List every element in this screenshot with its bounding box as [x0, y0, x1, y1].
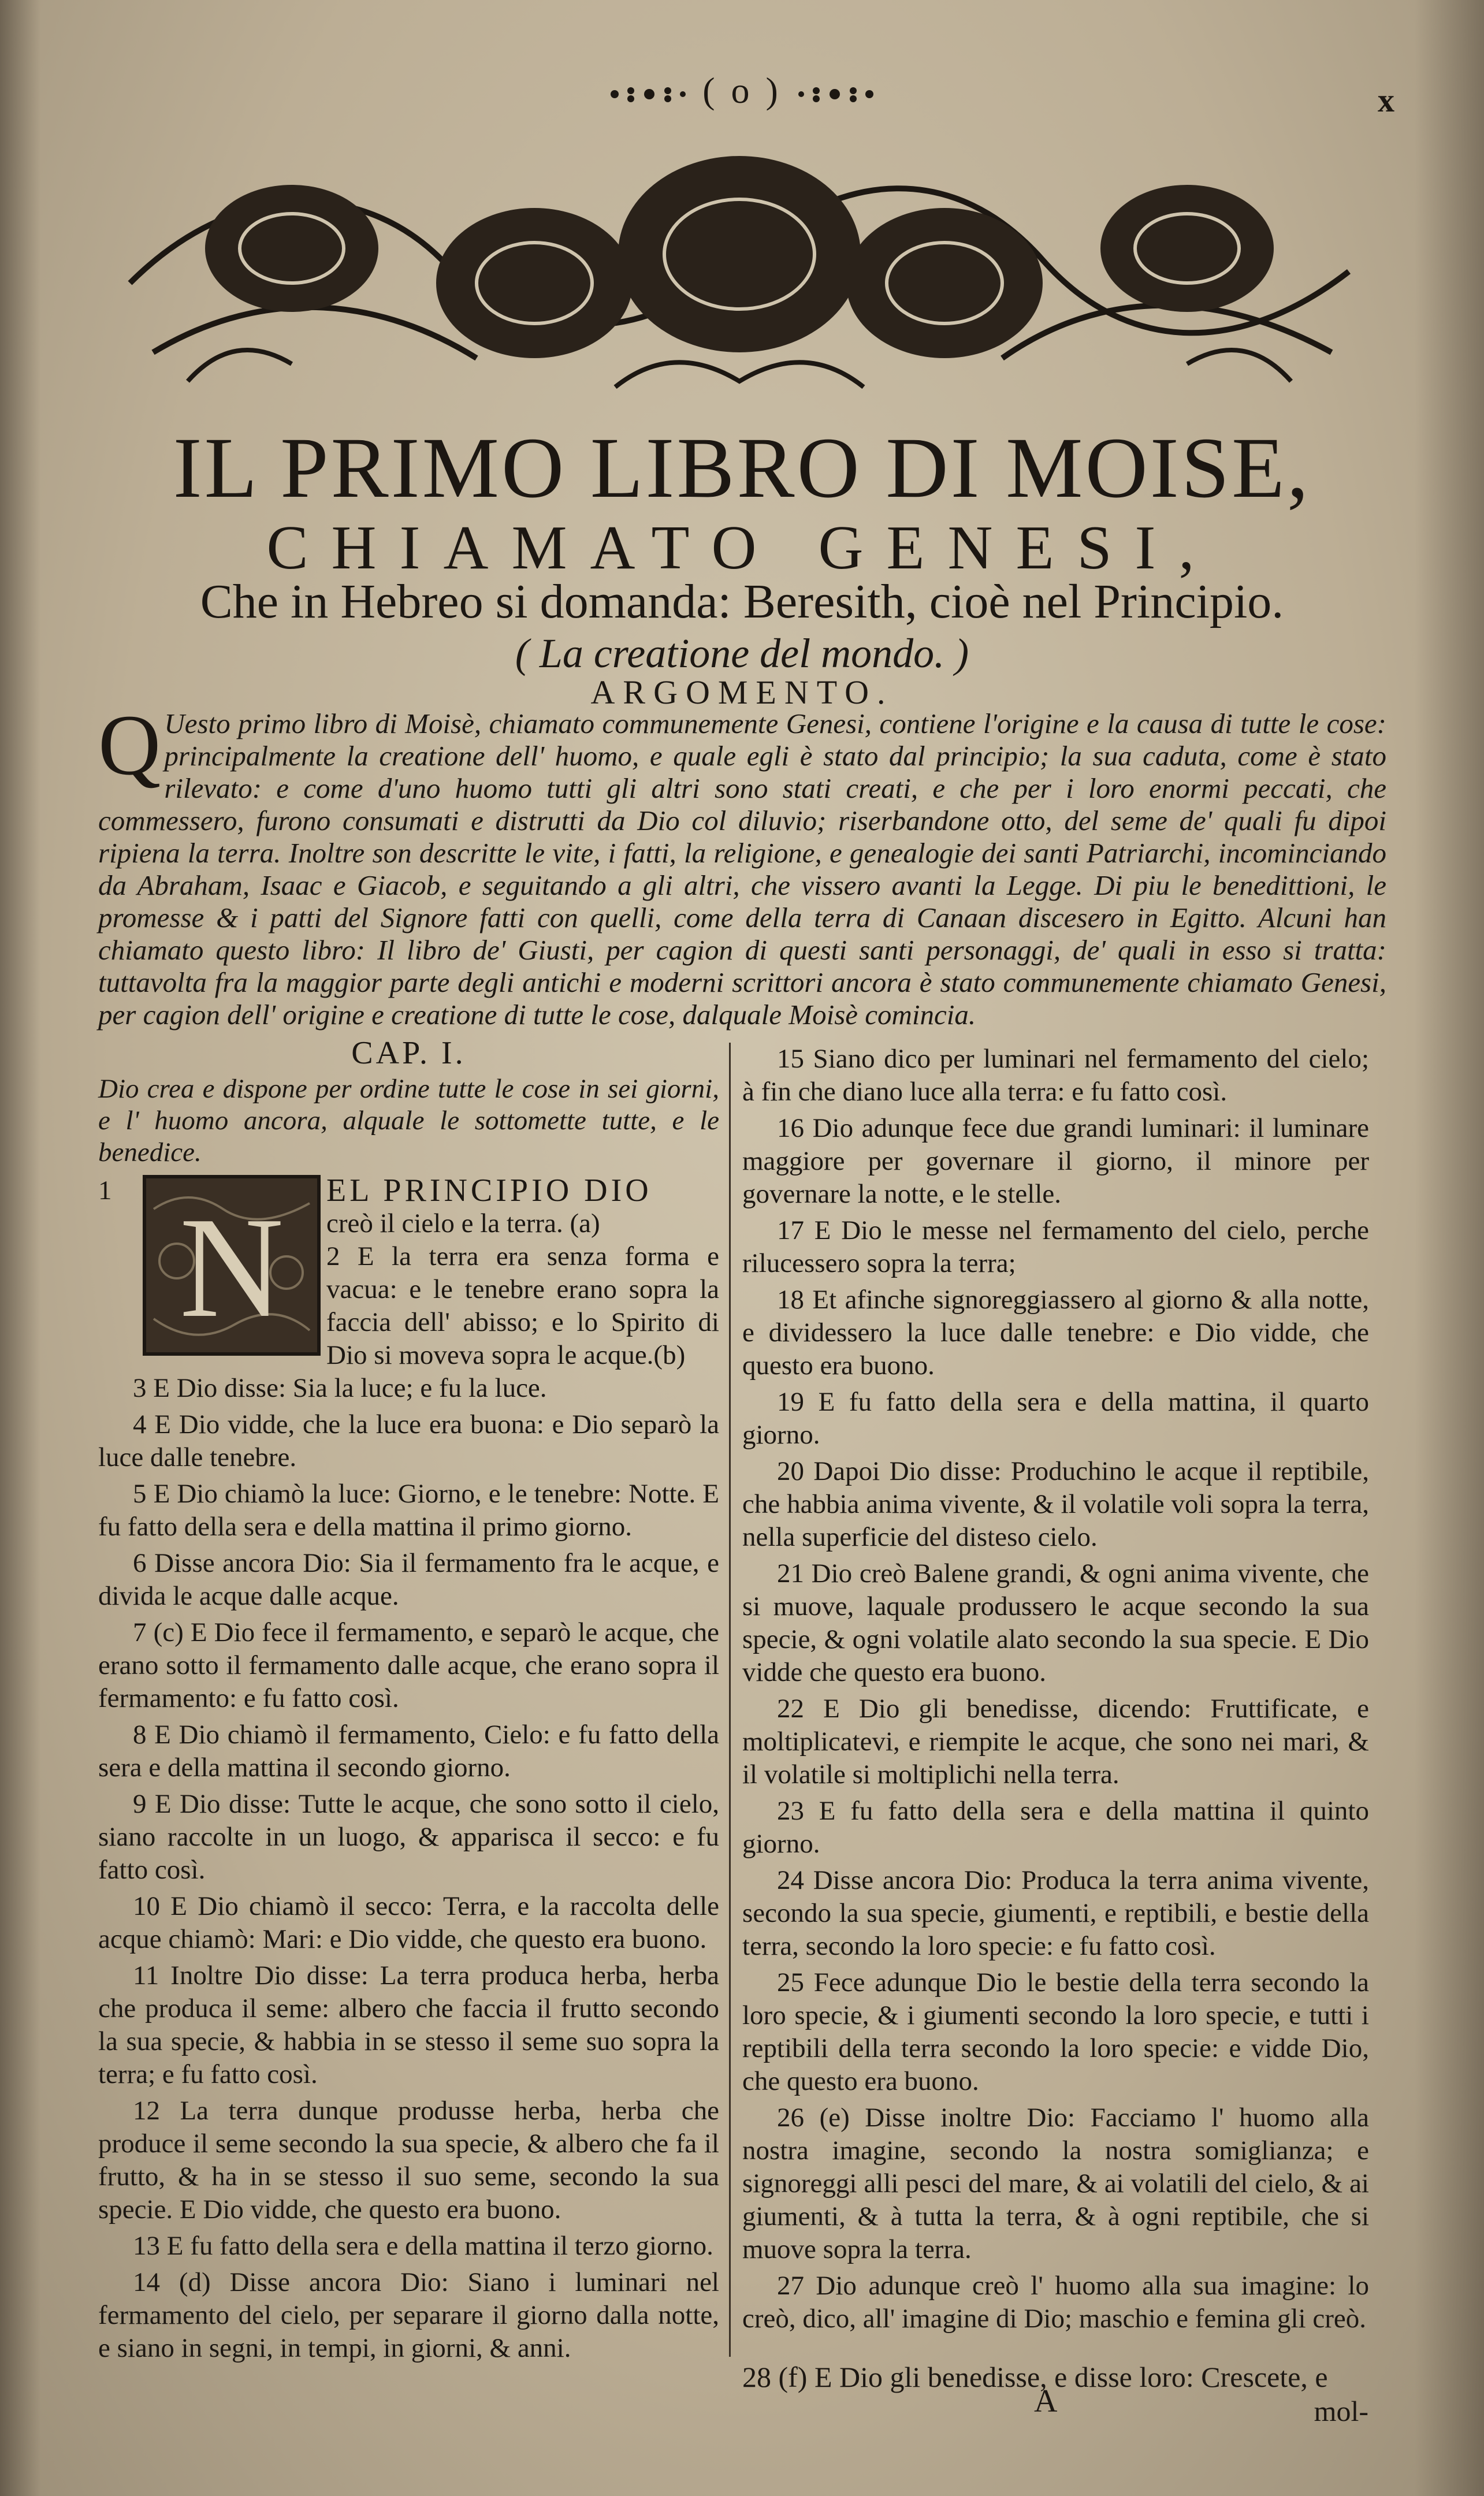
verse: 8 E Dio chiamò il fermamento, Cielo: e fu fatto della sera e della mattina il secondo giorno.: [98, 1720, 719, 1783]
verse: 20 Dapoi Dio disse: Produchino le acque il reptibile, che habbia anima vivente, & il volatile voli sopra la terra, nella superficie del disteso cielo.: [742, 1456, 1369, 1552]
verse: 13 E fu fatto della sera e della mattina il terzo giorno.: [133, 2231, 713, 2261]
argomento-initial: Q: [98, 697, 161, 793]
argomento-text: Uesto primo libro di Moisè, chiamato communemente Genesi, contiene l'origine e la causa di tutte le cose: principalmente la creatione dell' huomo, e quale egli è stato dal principio; la sua caduta, come è stato rilevato: e come d'uno huomo tutti gli altri sono stati creati, e che per i loro enormi peccati, che commessero, furono consumati e distrutti da Dio col diluvio; riserbandone otto, del seme de' quali fu dipoi ripiena la terra. Inoltre son descritte le vite, i fatti, la religione, e genealogie dei santi Patriarchi, incominciando da Abraham, Isaac e Giacob, e seguitando a gli altri, che vissero avanti la Legge. Di piu le benedittioni, le promesse & i patti del Signore fatti con quelli, come della terra di Canaan discesero in Egitto. Alcuni han chiamato questo libro: Il libro de' Giusti, per cagion di questi santi personaggi, de' quali in esso si tratta: tuttavolta fra la maggior parte degli antichi e moderni scrittori ancora è stato communemente chiamato Genesi, per cagion dell' origine e creatione di tutte le cose, dalquale Moisè comincia.: [98, 708, 1386, 1031]
argomento-heading: ARGOMENTO.: [590, 674, 894, 711]
verse: 17 E Dio le messe nel fermamento del cielo, perche rilucessero sopra la terra;: [742, 1215, 1369, 1278]
verse-1-number: 1: [98, 1176, 112, 1206]
fleuron-right-icon: [794, 81, 881, 107]
book-title: IL PRIMO LIBRO DI MOISE,: [173, 420, 1311, 516]
verse: 7 (c) E Dio fece il fermamento, e separò le acque, che erano sotto il fermamento dalle acque, che erano sopra il fermamento: e fu fatto così.: [98, 1617, 719, 1713]
column-divider: [729, 1043, 731, 2357]
drop-cap-n-icon: [142, 1174, 321, 1356]
verse: 19 E fu fatto della sera e della mattina, il quarto giorno.: [742, 1387, 1369, 1450]
verse: 21 Dio creò Balene grandi, & ogni anima vivente, che si muove, laquale produssero le acque secondo la sua specie, & ogni volatile alato secondo la sua specie. E Dio vidde che questo era buono.: [742, 1558, 1369, 1687]
page-shadow-right: [1415, 0, 1484, 2496]
verse: 14 (d) Disse ancora Dio: Siano i luminari nel fermamento del cielo, per separare il giorno dalla notte, e siano in segni, in tempi, in giorni, & anni.: [98, 2267, 719, 2363]
fleuron-left-icon: [603, 81, 690, 107]
book-topic: ( La creatione del mondo. ): [515, 630, 969, 676]
verse: 11 Inoltre Dio disse: La terra produca herba, herba che produca il seme: albero che faccia il frutto secondo la sua specie, & habbia in se stesso il seme suo sopra la terra; e fu fatto così.: [98, 1961, 719, 2089]
signature-mark: A: [1034, 2383, 1058, 2419]
verse: 25 Fece adunque Dio le bestie della terra secondo la loro specie, & i giumenti secondo la loro specie, e tutti i reptibili della terra secondo la loro specie: e vidde Dio, che questo era buono.: [742, 1967, 1369, 2096]
verse: 23 E fu fatto della sera e della mattina il quinto giorno.: [742, 1796, 1369, 1859]
verse-1-body: creò il cielo e la terra. (a): [326, 1208, 600, 1238]
verse: 15 Siano dico per luminari nel fermamento del cielo; à fin che diano luce alla terra: e fu fatto così.: [742, 1044, 1369, 1107]
floral-headpiece-icon: [118, 110, 1360, 410]
verse: 27 Dio adunque creò l' huomo alla sua imagine: lo creò, dico, all' imagine di Dio; maschio e femina gli creò.: [742, 2271, 1369, 2334]
page-shadow-left: [0, 0, 40, 2496]
verse: 6 Disse ancora Dio: Sia il fermamento fra le acque, e divida le acque dalle acque.: [98, 1548, 719, 1611]
verse: 24 Disse ancora Dio: Produca la terra anima vivente, secondo la sua specie, giumenti, e reptibili, e bestie della terra, secondo la loro specie: e fu fatto così.: [742, 1865, 1369, 1961]
verse: 12 La terra dunque produsse herba, herba che produce il seme secondo la sua specie, & albero che fa il frutto, & ha in se stesso il suo seme, secondo la sua specie. E Dio vidde, che questo era buono.: [98, 2096, 719, 2225]
verse: 4 E Dio vidde, che la luce era buona: e Dio separò la luce dalle tenebre.: [98, 1409, 719, 1472]
verse-1-head: EL PRINCIPIO DIO: [326, 1173, 652, 1208]
chapter-heading: CAP. I.: [351, 1035, 466, 1071]
book-subtitle: CHIAMATO GENESI,: [266, 514, 1218, 582]
verse: 22 E Dio gli benedisse, dicendo: Fruttificate, e moltiplicatevi, e riempite le acque, che sono nei mari, & il volatile si moltiplichi nella terra.: [742, 1694, 1369, 1790]
left-verse-list: [98, 1372, 719, 2365]
right-verse-list: [742, 1043, 1369, 2335]
verse-1-text: [326, 1174, 719, 1372]
verse: 10 E Dio chiamò il secco: Terra, e la raccolta delle acque chiamò: Mari: e Dio vidde, che questo era buono.: [98, 1891, 719, 1954]
corner-mark: x: [1378, 81, 1394, 119]
verse: 26 (e) Disse inoltre Dio: Facciamo l' huomo alla nostra imagine, secondo la nostra somiglianza; e signoreggi alli pesci del mare, & ai volatili del cielo, & ai giumenti, & à tutta la terra, & à ogni reptibile, che si muove sopra la terra.: [742, 2103, 1369, 2264]
right-column: [742, 1043, 1369, 2339]
verse: 18 Et afinche signoreggiassero al giorno & alla notte, e dividessero la luce dalle tenebre: e Dio vidde, che questo era buono.: [742, 1285, 1369, 1381]
last-line: 28 (f) E Dio gli benedisse, e disse loro: Crescete, e: [742, 2361, 1328, 2393]
argomento-paragraph: [98, 697, 1386, 1031]
verse-1: [98, 1174, 719, 1372]
verse: 5 E Dio chiamò la luce: Giorno, e le tenebre: Notte. E fu fatto della sera e della mattina il primo giorno.: [98, 1479, 719, 1542]
verse-2: 2 E la terra era senza forma e vacua: e le tenebre erano sopra la faccia dell' abisso; e lo Spirito di Dio si moveva sopra le acque.(b): [326, 1241, 719, 1370]
page-number: ( o ): [702, 70, 782, 111]
verse: 9 E Dio disse: Tutte le acque, che sono sotto il cielo, siano raccolte in un luogo, & apparisca il secco: e fu fatto così.: [98, 1789, 719, 1885]
svg-text:N: N: [179, 1188, 284, 1348]
verse: 3 E Dio disse: Sia la luce; e fu la luce.: [133, 1373, 547, 1403]
left-column: [98, 1037, 719, 2368]
book-hebrew-name: Che in Hebreo si domanda: Beresith, cioè nel Principio.: [200, 575, 1284, 628]
page-number-row: [0, 69, 1484, 112]
catchword: mol-: [1314, 2395, 1368, 2427]
chapter-summary: Dio crea e dispone per ordine tutte le cose in sei giorni, e l' huomo ancora, alquale le sottomette tutte, e le benedice.: [98, 1074, 719, 1167]
verse: 16 Dio adunque fece due grandi luminari: il luminare maggiore per governare il giorno, il minore per governare la notte, e le stelle.: [742, 1113, 1369, 1209]
